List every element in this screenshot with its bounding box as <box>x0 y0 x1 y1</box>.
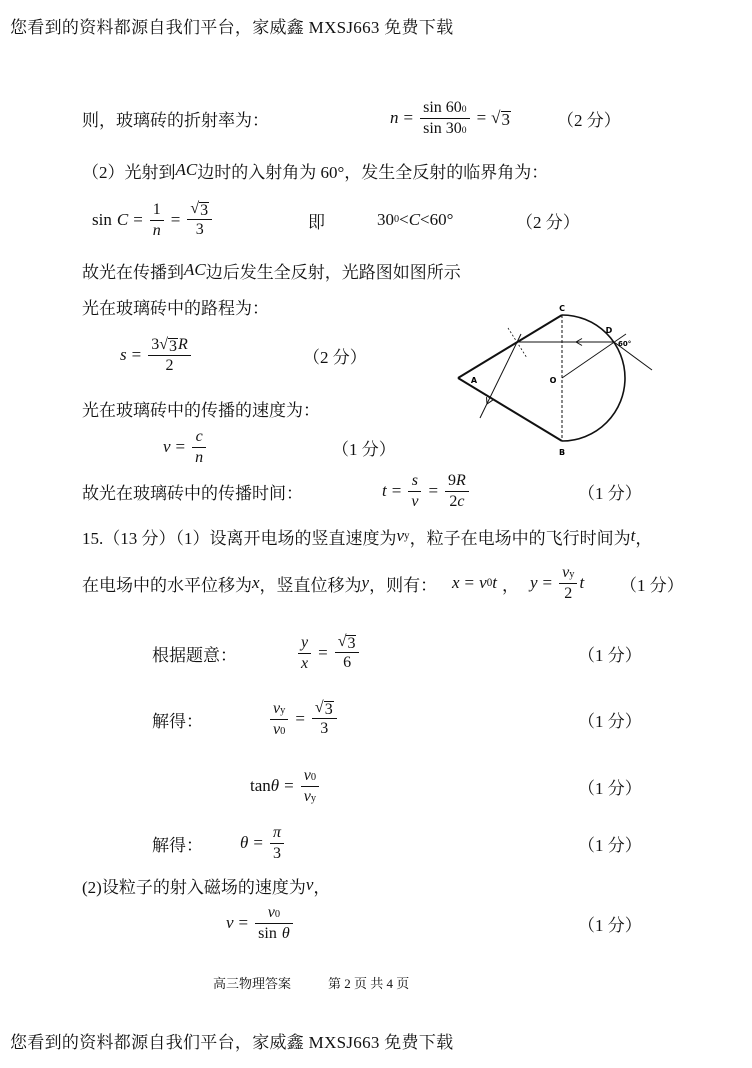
denominator <box>255 923 293 944</box>
semicircle-arc <box>562 315 625 441</box>
speed-intro: 光在玻璃砖中的传播的速度为： <box>82 400 320 420</box>
var-x: x <box>252 573 260 592</box>
fn-sin: sin <box>92 210 112 229</box>
text-segment: 故光在传播到 <box>82 262 184 282</box>
numerator: 1 <box>152 200 161 218</box>
denominator-text: sin 30 <box>423 119 462 137</box>
sqrt-expression <box>159 336 178 355</box>
equals-sign: = <box>542 573 553 592</box>
9r-over-2c-fraction <box>445 471 469 512</box>
var-v: v <box>396 526 405 545</box>
label-point-d: D <box>605 326 613 335</box>
equals-sign: = <box>403 108 414 127</box>
score-label: （2 分） <box>303 347 367 367</box>
numerator-text: sin 60 <box>423 98 462 116</box>
radicand: 3 <box>501 109 510 129</box>
angle-range: 30 0 < C <60° <box>377 210 454 229</box>
text-segment: ， <box>313 877 331 897</box>
var-c: c <box>457 492 465 510</box>
v0-over-sin-theta-fraction <box>255 903 293 944</box>
edge-ac <box>458 315 562 378</box>
sqrt3-over-3-fraction <box>312 699 337 739</box>
var-y: y <box>361 573 370 592</box>
numerator <box>148 335 191 355</box>
fn-sin: sin <box>258 924 277 942</box>
text-segment: 在电场中的水平位移为 <box>82 575 252 595</box>
denominator: sin 30 0 <box>420 118 469 139</box>
label-point-o: O <box>549 376 557 385</box>
equals-sign: = <box>284 776 294 795</box>
text-segment: ，粒子在电场中的飞行时间为 <box>409 528 631 548</box>
numerator: v y <box>562 563 575 581</box>
var-v: v <box>273 720 281 738</box>
equals-sign: = <box>253 833 263 852</box>
label-point-c: C <box>559 304 565 313</box>
score-label: （1 分） <box>620 575 684 595</box>
numerator <box>312 699 337 718</box>
vy-over-2-fraction <box>559 563 577 604</box>
numerator: c <box>195 427 203 445</box>
one-over-n-fraction <box>150 200 164 241</box>
part2-intro <box>82 142 548 198</box>
equals-sign: = <box>175 437 186 456</box>
var-v: v <box>479 573 487 592</box>
equals-sign: = <box>428 481 439 500</box>
denominator: 3 <box>312 718 337 739</box>
separator-comma: ， <box>501 575 519 595</box>
numerator <box>187 200 212 219</box>
equals-sign: = <box>476 108 487 127</box>
denominator: 2 <box>559 583 577 604</box>
v0-over-vy-fraction <box>301 766 319 807</box>
var-theta: θ <box>270 776 280 795</box>
watermark-top: 您看到的资料都源自我们平台，家威鑫 MXSJ663 免费下载 <box>10 17 454 37</box>
equals-sign: = <box>238 913 249 932</box>
coefficient: 3 <box>151 335 160 353</box>
coefficient: 9 <box>448 471 457 489</box>
edge-ab <box>458 378 562 441</box>
normal-od <box>562 334 626 378</box>
path-fraction <box>148 335 191 376</box>
reflected-ray <box>480 334 521 418</box>
numerator: sin 60 0 <box>423 98 467 116</box>
equals-sign: = <box>295 709 305 728</box>
equals-sign: = <box>464 573 475 592</box>
sin-ratio-fraction <box>420 98 469 139</box>
score-label: （2 分） <box>557 110 621 130</box>
denominator: n <box>192 447 206 468</box>
label-point-b: B <box>558 448 566 457</box>
sqrt-expression <box>190 200 209 219</box>
displacement-text <box>82 555 437 611</box>
equals-sign: = <box>318 643 328 662</box>
numerator: π <box>272 823 281 841</box>
score-label: （1 分） <box>578 483 642 503</box>
equals-sign: = <box>133 210 143 229</box>
numerator: v 0 <box>303 766 317 784</box>
label-angle-60: 60° <box>618 340 632 348</box>
denominator: n <box>150 220 164 241</box>
y-over-x-fraction <box>298 633 311 674</box>
denominator: 6 <box>335 652 360 673</box>
sqrt-expression <box>338 633 357 652</box>
score-label: （1 分） <box>578 645 642 665</box>
score-label: （2 分） <box>516 212 580 232</box>
label-point-a: A <box>470 376 478 385</box>
ji-conjunction: 即 <box>308 212 325 232</box>
denominator: x <box>298 653 311 674</box>
var-theta: θ <box>281 924 290 942</box>
condition-formula <box>296 625 361 681</box>
denominator: 3 <box>270 843 284 864</box>
footer-page-number: 第 2 页 共 4 页 <box>328 975 410 991</box>
var-n: n <box>390 108 399 127</box>
var-t: t <box>492 573 497 592</box>
coefficient: 2 <box>449 492 458 510</box>
text-segment: ，竖直位移为 <box>259 575 362 595</box>
c-over-n-fraction <box>192 427 206 468</box>
less-than: < <box>399 210 409 229</box>
var-v: v <box>163 437 171 456</box>
fn-tan: tan <box>250 776 271 795</box>
footer-subject: 高三物理答案 <box>213 975 292 991</box>
numerator: y <box>301 633 309 651</box>
var-t: t <box>382 481 387 500</box>
radicand: 3 <box>169 337 177 355</box>
radicand: 3 <box>324 701 333 718</box>
text-segment: ，则有： <box>369 575 438 595</box>
text-segment: 边时的入射角为 60°，发生全反射的临界角为： <box>197 162 549 182</box>
var-y: y <box>530 573 538 592</box>
numerator: s <box>411 471 418 489</box>
vertical-displacement-formula <box>530 555 584 611</box>
watermark-bottom: 您看到的资料都源自我们平台，家威鑫 MXSJ663 免费下载 <box>10 1032 454 1052</box>
numerator <box>445 471 469 491</box>
var-v: v <box>273 699 281 717</box>
score-label: （1 分） <box>578 711 642 731</box>
var-v: v <box>303 787 311 805</box>
ratio-label: 解得： <box>152 711 203 731</box>
var-v: v <box>267 903 275 921</box>
denominator: 3 <box>187 219 212 240</box>
text-segment: ， <box>635 528 653 548</box>
numerator: v y <box>273 699 286 717</box>
sqrt-sign: √ <box>337 633 347 650</box>
denominator: v <box>408 491 421 512</box>
refractive-index-formula <box>390 90 511 146</box>
var-c: C <box>408 210 421 229</box>
var-r: R <box>178 335 188 353</box>
text-segment: 边后发生全反射，光路图如图所示 <box>205 262 461 282</box>
sqrt-expression <box>315 699 334 718</box>
var-c: C <box>116 210 129 229</box>
denominator: v 0 <box>270 719 288 740</box>
tan-formula <box>250 758 321 814</box>
numerator <box>335 633 360 652</box>
equals-sign: = <box>170 210 181 229</box>
equals-sign: = <box>391 481 402 500</box>
sqrt-sign: √ <box>314 699 324 716</box>
q15-intro: 15.（13 分）（1）设离开电场的竖直速度为 v y ，粒子在电场中的飞行时间为 t ， <box>82 508 652 564</box>
sqrt-sign: √ <box>491 107 501 127</box>
s-over-v-fraction <box>408 471 421 512</box>
normal-at-ac <box>508 328 527 358</box>
var-r: R <box>456 471 466 489</box>
score-label: （1 分） <box>332 439 396 459</box>
refractive-index-text: 则，玻璃砖的折射率为： <box>82 110 269 130</box>
sqrt3-over-6-fraction <box>335 633 360 673</box>
var-ac: AC <box>184 260 206 279</box>
var-t: t <box>579 573 585 592</box>
ratio-formula <box>268 691 339 747</box>
sqrt-sign: √ <box>190 200 200 217</box>
sqrt-sign: √ <box>159 335 168 353</box>
time-text: 故光在玻璃砖中的传播时间： <box>82 483 303 503</box>
var-v: v <box>562 563 570 581</box>
vy-over-v0-fraction <box>270 699 288 740</box>
var-theta: θ <box>240 833 249 852</box>
var-v: v <box>305 875 314 894</box>
var-v: v <box>303 766 311 784</box>
equals-sign: = <box>131 345 142 364</box>
text-segment: 15.（13 分）（1）设离开电场的竖直速度为 <box>82 528 397 548</box>
var-v: v <box>226 913 234 932</box>
radicand: 3 <box>200 202 209 219</box>
light-path-diagram <box>445 295 670 465</box>
var-ac: AC <box>175 160 198 179</box>
sqrt-expression <box>491 109 511 128</box>
critical-angle-formula <box>92 192 214 248</box>
range-upper: <60° <box>420 210 454 229</box>
score-label: （1 分） <box>578 835 642 855</box>
radicand: 3 <box>347 635 356 652</box>
angle-label: 解得： <box>152 835 203 855</box>
path-formula <box>120 327 193 383</box>
score-label: （1 分） <box>578 915 642 935</box>
denominator: v y <box>301 786 319 807</box>
var-x: x <box>452 573 460 592</box>
text-segment: (2)设粒子的射入磁场的速度为 <box>82 877 306 897</box>
condition-label: 根据题意： <box>152 645 237 665</box>
numerator: v 0 <box>267 903 281 921</box>
var-s: s <box>120 345 127 364</box>
denominator: 2 <box>148 355 191 376</box>
score-label: （1 分） <box>578 778 642 798</box>
velocity-formula <box>226 895 295 951</box>
path-intro: 光在玻璃砖中的路程为： <box>82 298 269 318</box>
sqrt3-over-3-fraction <box>187 200 212 240</box>
horizontal-displacement-formula: x = v 0 t ， <box>452 555 519 611</box>
range-lower: 30 <box>377 210 394 229</box>
var-t: t <box>630 526 636 545</box>
text-segment: （2）光射到 <box>82 162 176 182</box>
